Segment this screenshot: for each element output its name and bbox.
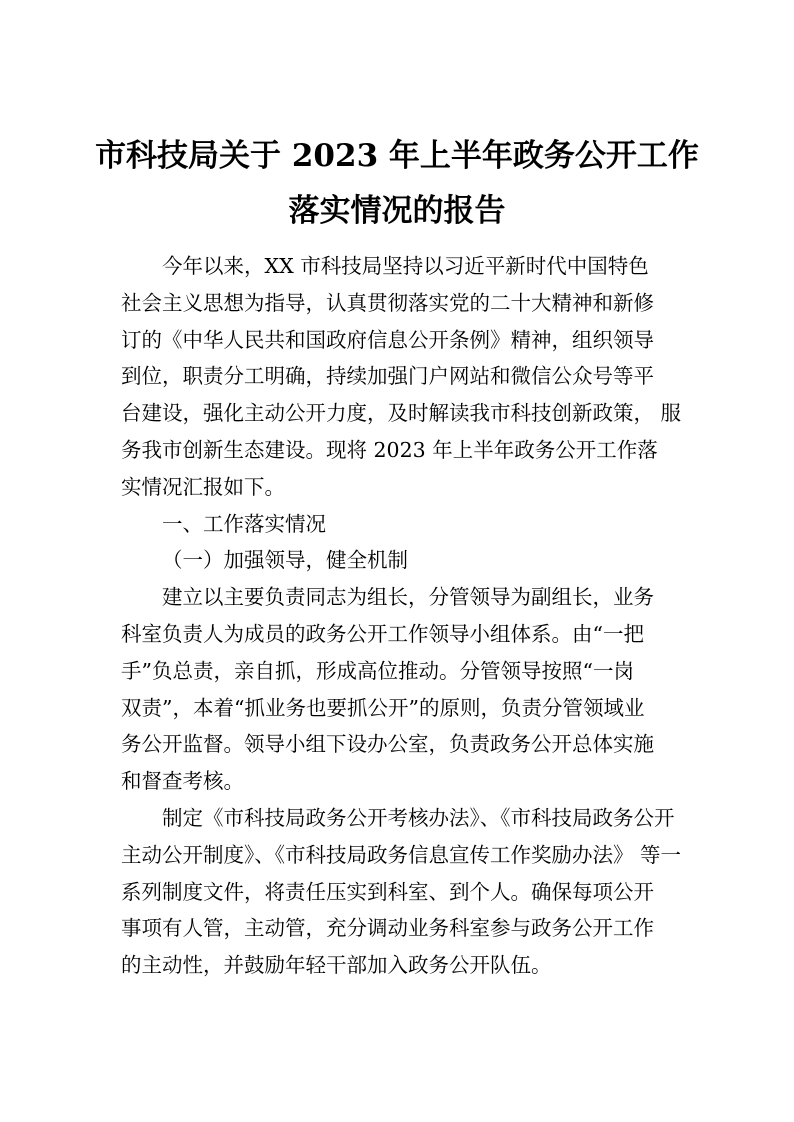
paragraph-line: 订的《中华人民共和国政府信息公开条例》精神，组织领导 (121, 327, 654, 352)
paragraph-line: 双责”，本着“抓业务也要抓公开”的原则，负责分管领域业 (121, 695, 645, 720)
document-body (121, 248, 686, 984)
paragraph-line: 台建设，强化主动公开力度，及时解读我市科技创新政策， 服 (121, 401, 682, 426)
paragraph-regulations (121, 800, 686, 984)
paragraph-line: 系列制度文件，将责任压实到科室、到个人。确保每项公开 (121, 879, 654, 904)
paragraph-line: 务我市创新生态建设。现将 2023 年上半年政务公开工作落 (121, 437, 658, 462)
paragraph-line: 制定《市科技局政务公开考核办法》、《市科技局政务公开 (162, 805, 675, 830)
subsection-heading-1-1: （一）加强领导，健全机制 (162, 548, 408, 573)
paragraph-line: 的主动性，并鼓励年轻干部加入政务公开队伍。 (121, 953, 552, 978)
paragraph-line: 事项有人管，主动管，充分调动业务科室参与政务公开工作 (121, 916, 654, 941)
paragraph-line: 科室负责人为成员的政务公开工作领导小组体系。由“一把 (121, 621, 644, 646)
paragraph-line: 到位，职责分工明确，持续加强门户网站和微信公众号等平 (121, 364, 654, 389)
paragraph-line: 手”负总责，亲自抓，形成高位推动。分管领导按照“一岗 (121, 658, 634, 683)
paragraph-line: 实情况汇报如下。 (121, 474, 285, 499)
paragraph-leadership (121, 579, 686, 800)
document-title-line-1: 市科技局关于 2023 年上半年政务公开工作 (95, 138, 699, 174)
paragraph-line: 社会主义思想为指导，认真贯彻落实党的二十大精神和新修 (121, 290, 654, 315)
paragraph-line: 今年以来，XX 市科技局坚持以习近平新时代中国特色 (162, 254, 649, 278)
paragraph-line: 务公开监督。领导小组下设办公室，负责政务公开总体实施 (121, 732, 654, 757)
paragraph-intro (121, 248, 686, 506)
section-heading-1: 一、工作落实情况 (162, 511, 326, 536)
paragraph-line: 和督查考核。 (121, 769, 244, 794)
document-title-line-2: 落实情况的报告 (288, 193, 506, 229)
paragraph-line: 建立以主要负责同志为组长，分管领导为副组长，业务 (162, 585, 654, 610)
paragraph-line: 主动公开制度》、《市科技局政务信息宣传工作奖励办法》 等一 (121, 842, 682, 867)
